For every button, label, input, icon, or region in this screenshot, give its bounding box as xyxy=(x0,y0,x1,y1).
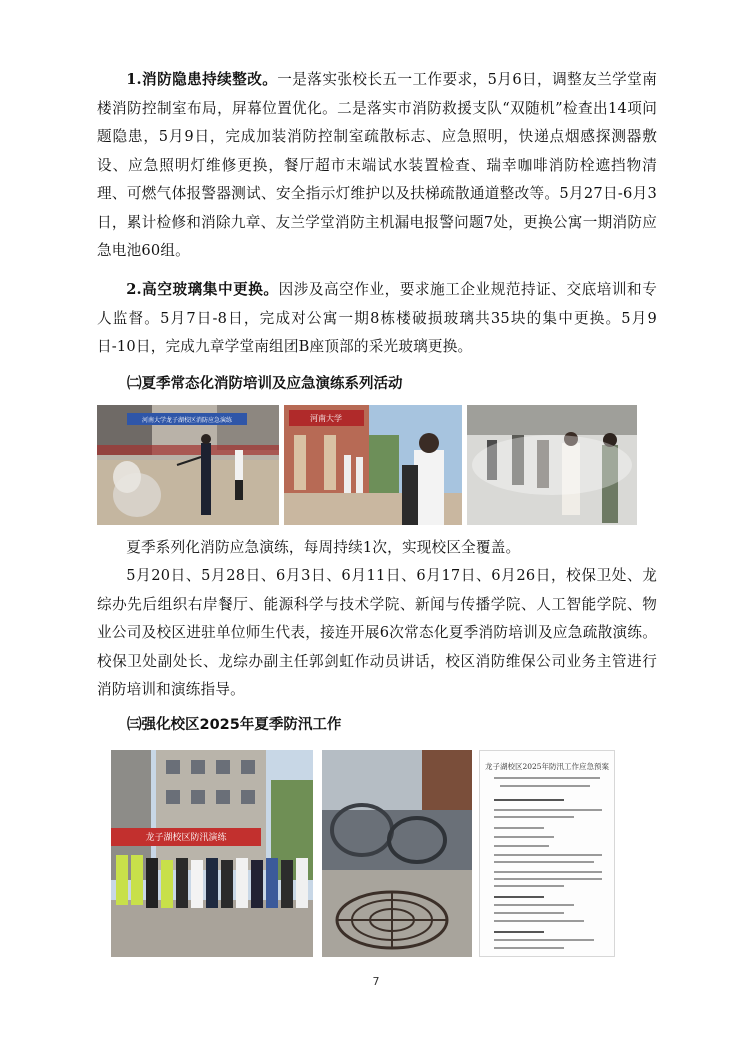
photo-flood-equipment xyxy=(322,750,472,957)
paragraph-lead: 2.高空玻璃集中更换。 xyxy=(126,281,279,298)
photo-emergency-plan-document xyxy=(479,750,615,957)
paragraph-body: 一是落实张校长五一工作要求，5月6日，调整友兰学堂南楼消防控制室布局，屏幕位置优化。二是落实市消防救援支队“双随机”检查出14项问题隐患，5月9日，完成加装消防控制室疏散标志、应急照明，快递点烟感探测器敷设、应急照明灯维修更换，餐厅超市末端试水装置检查、瑞幸咖啡消防栓遮挡物清理、可燃气体报警器测试、安全指示灯维护以及扶梯疏散通道整改等。5月27日-6月3日，累计检修和消除九章、友兰学堂消防主机漏电报警问题7处，更换公寓一期消防应急电池60组。 xyxy=(97,71,658,259)
banner-text: 河南大学 xyxy=(310,414,342,423)
section-heading-fire-drill: ㈡夏季常态化消防培训及应急演练系列活动 xyxy=(127,376,403,392)
banner-text: 龙子湖校区防汛演练 xyxy=(145,833,227,843)
banner-text: 河南大学龙子湖校区消防应急演练 xyxy=(141,417,233,424)
paragraph-lead: 1.消防隐患持续整改。 xyxy=(126,71,278,88)
page-number: 7 xyxy=(372,975,380,988)
photo-fire-extinguisher-drill xyxy=(97,405,279,525)
section-heading-flood-control: ㈢强化校区2025年夏季防汛工作 xyxy=(127,717,342,733)
photo-flood-drill-assembly xyxy=(111,750,313,957)
paragraph-fire-hazard-rectification xyxy=(97,66,657,266)
photo-evacuation-drill xyxy=(467,405,637,525)
paragraph-weekly-drill: 夏季系列化消防应急演练，每周持续1次，实现校区全覆盖。 xyxy=(126,539,521,556)
paragraph-body: 因涉及高空作业，要求施工企业规范持证、交底培训和专人监督。5月7日-8日，完成对公寓一期8栋楼破损玻璃共35块的集中更换。5月9日-10日，完成九章学堂南组团B座顶部的采光玻璃更换。 xyxy=(97,281,658,355)
paragraph-drill-schedule: 5月20日、5月28日、6月3日、6月11日、6月17日、6月26日，校保卫处、龙综办先后组织右岸餐厅、能源科学与技术学院、新闻与传播学院、人工智能学院、物业公司及校区进驻单位师生代表，接连开展6次常态化夏季消防培训及应急疏散演练。校保卫处副处长、龙综办副主任郭剑虹作动员讲话，校区消防维保公司业务主管进行消防培训和演练指导。 xyxy=(97,567,658,698)
document-photo-title: 龙子湖校区2025年防汛工作应急预案 xyxy=(484,762,610,771)
photo-drill-speech xyxy=(284,405,462,525)
paragraph-glass-replacement xyxy=(97,276,657,362)
